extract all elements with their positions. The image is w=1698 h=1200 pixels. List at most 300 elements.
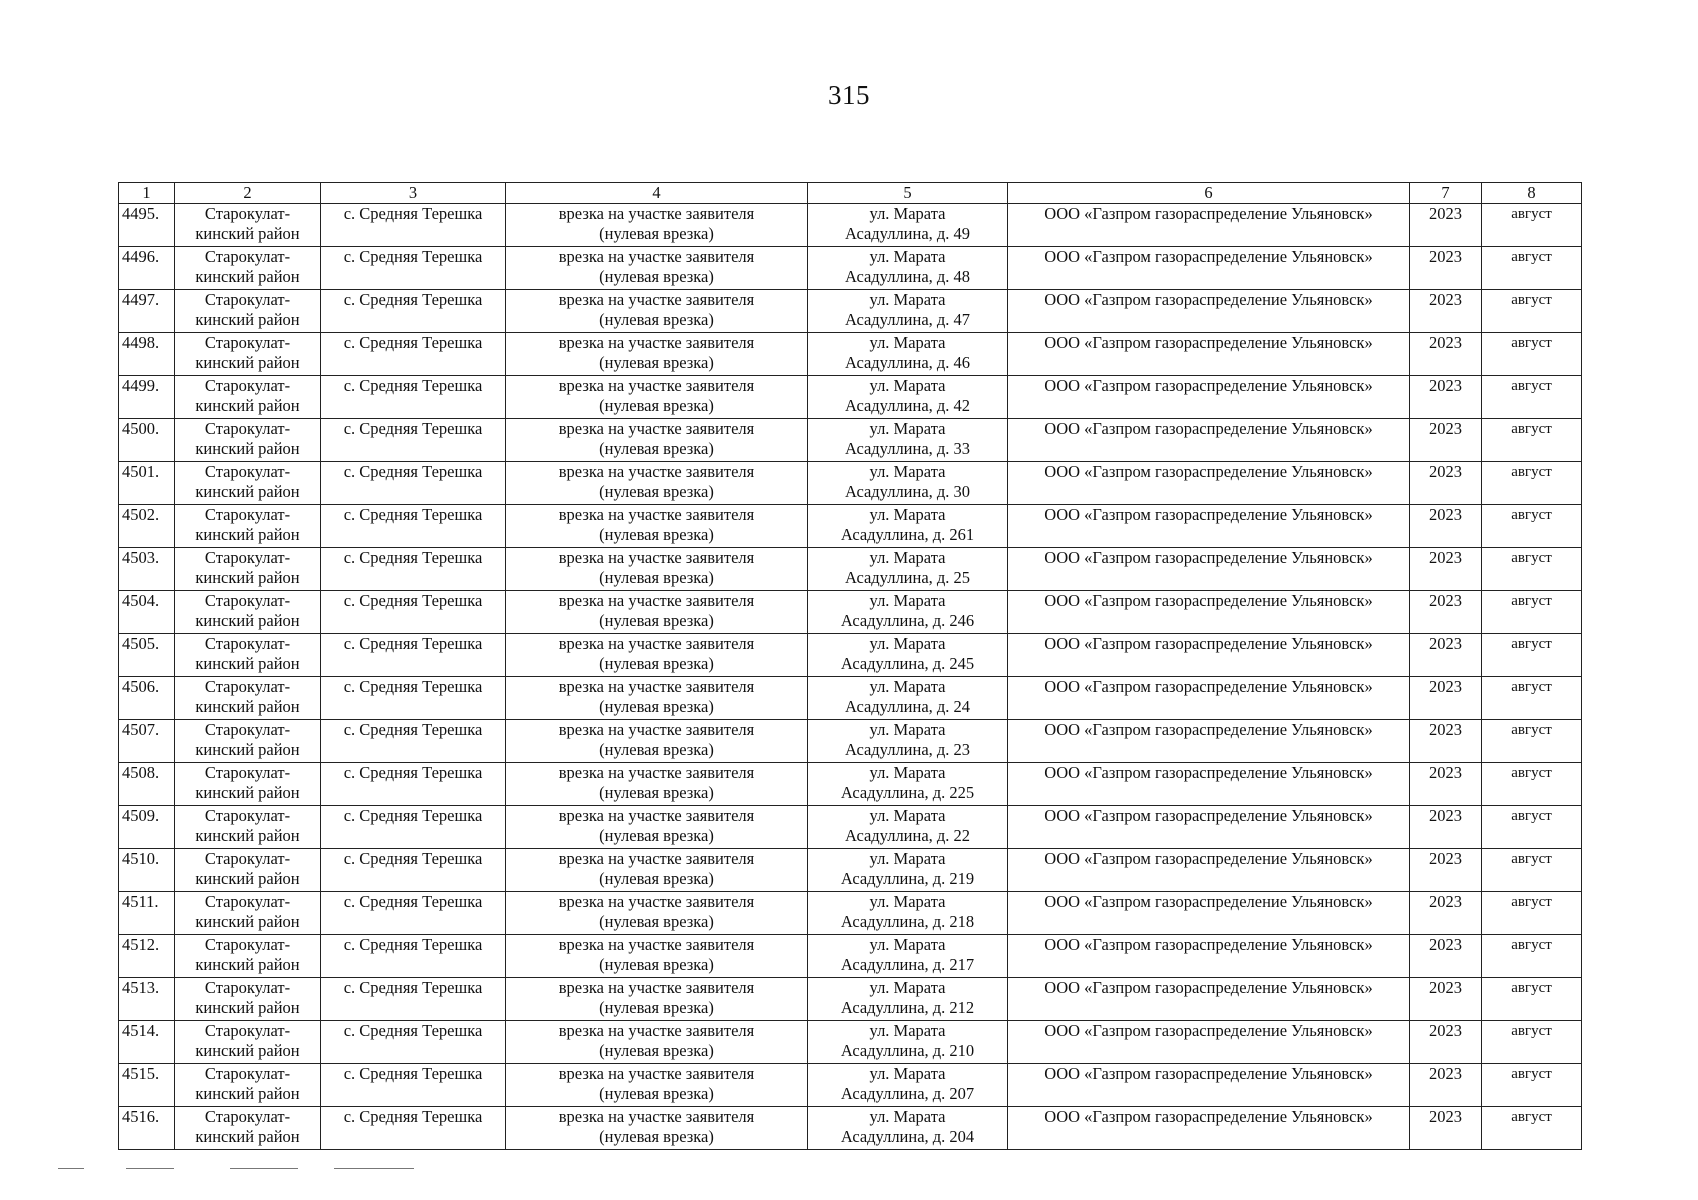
- year-cell: 2023: [1410, 634, 1482, 677]
- row-number: 4514.: [119, 1021, 175, 1064]
- district-cell: [175, 763, 321, 806]
- district-cell-line: кинский район: [195, 310, 300, 329]
- work-type-cell-line: (нулевая врезка): [599, 955, 714, 974]
- district-cell-line: Старокулат-: [204, 333, 291, 352]
- locality-cell: с. Средняя Терешка: [321, 505, 506, 548]
- row-number: 4496.: [119, 247, 175, 290]
- row-number: 4515.: [119, 1064, 175, 1107]
- table-row: [119, 763, 1582, 806]
- district-cell-line: кинский район: [195, 482, 300, 501]
- district-cell: [175, 892, 321, 935]
- organization-cell: ООО «Газпром газораспределение Ульяновск»: [1008, 505, 1410, 548]
- row-number: 4499.: [119, 376, 175, 419]
- district-cell: [175, 333, 321, 376]
- district-cell-line: кинский район: [195, 783, 300, 802]
- table-row: [119, 376, 1582, 419]
- address-cell-line: ул. Марата: [869, 677, 946, 696]
- work-type-cell-line: (нулевая врезка): [599, 611, 714, 630]
- work-type-cell-line: врезка на участке заявителя: [558, 204, 755, 223]
- district-cell-line: Старокулат-: [204, 978, 291, 997]
- month-cell: август: [1482, 763, 1582, 806]
- row-number: 4506.: [119, 677, 175, 720]
- month-cell: август: [1482, 204, 1582, 247]
- work-type-cell: [506, 720, 808, 763]
- row-number: 4501.: [119, 462, 175, 505]
- work-type-cell-line: (нулевая врезка): [599, 267, 714, 286]
- month-cell: август: [1482, 849, 1582, 892]
- work-type-cell-line: врезка на участке заявителя: [558, 548, 755, 567]
- district-cell-line: Старокулат-: [204, 849, 291, 868]
- document-table-container: [118, 182, 1581, 1150]
- work-type-cell-line: (нулевая врезка): [599, 396, 714, 415]
- month-cell: август: [1482, 591, 1582, 634]
- year-cell: 2023: [1410, 806, 1482, 849]
- work-type-cell-line: (нулевая врезка): [599, 783, 714, 802]
- district-cell-line: Старокулат-: [204, 505, 291, 524]
- district-cell: [175, 1107, 321, 1150]
- table-header: [119, 183, 1582, 204]
- address-cell: [808, 591, 1008, 634]
- address-cell-line: Асадуллина, д. 47: [844, 310, 971, 329]
- month-cell: август: [1482, 419, 1582, 462]
- work-type-cell-line: врезка на участке заявителя: [558, 1107, 755, 1126]
- row-number: 4500.: [119, 419, 175, 462]
- address-cell-line: ул. Марата: [869, 462, 946, 481]
- district-cell-line: кинский район: [195, 611, 300, 630]
- header-col-6: 6: [1008, 183, 1410, 204]
- district-cell: [175, 634, 321, 677]
- district-cell-line: кинский район: [195, 869, 300, 888]
- address-cell-line: Асадуллина, д. 46: [844, 353, 971, 372]
- address-cell: [808, 462, 1008, 505]
- district-cell-line: кинский район: [195, 955, 300, 974]
- table-row: [119, 1107, 1582, 1150]
- work-type-cell-line: (нулевая врезка): [599, 1084, 714, 1103]
- work-type-cell-line: врезка на участке заявителя: [558, 290, 755, 309]
- organization-cell: ООО «Газпром газораспределение Ульяновск»: [1008, 376, 1410, 419]
- district-cell: [175, 247, 321, 290]
- work-type-cell-line: (нулевая врезка): [599, 1041, 714, 1060]
- work-type-cell: [506, 333, 808, 376]
- address-cell-line: ул. Марата: [869, 978, 946, 997]
- organization-cell: ООО «Газпром газораспределение Ульяновск»: [1008, 892, 1410, 935]
- organization-cell: ООО «Газпром газораспределение Ульяновск»: [1008, 677, 1410, 720]
- header-col-2: 2: [175, 183, 321, 204]
- month-cell: август: [1482, 290, 1582, 333]
- year-cell: 2023: [1410, 204, 1482, 247]
- address-cell-line: Асадуллина, д. 30: [844, 482, 971, 501]
- organization-cell: ООО «Газпром газораспределение Ульяновск»: [1008, 720, 1410, 763]
- organization-cell: ООО «Газпром газораспределение Ульяновск»: [1008, 419, 1410, 462]
- year-cell: 2023: [1410, 1107, 1482, 1150]
- district-cell-line: кинский район: [195, 568, 300, 587]
- row-number: 4511.: [119, 892, 175, 935]
- organization-cell: ООО «Газпром газораспределение Ульяновск»: [1008, 591, 1410, 634]
- address-cell-line: Асадуллина, д. 22: [844, 826, 971, 845]
- work-type-cell: [506, 1021, 808, 1064]
- address-cell-line: ул. Марата: [869, 548, 946, 567]
- work-type-cell-line: врезка на участке заявителя: [558, 419, 755, 438]
- district-cell-line: кинский район: [195, 396, 300, 415]
- table-row: [119, 935, 1582, 978]
- table-row: [119, 978, 1582, 1021]
- table-body: [119, 204, 1582, 1150]
- work-type-cell-line: врезка на участке заявителя: [558, 591, 755, 610]
- work-type-cell: [506, 247, 808, 290]
- header-col-3: 3: [321, 183, 506, 204]
- work-type-cell-line: (нулевая врезка): [599, 654, 714, 673]
- month-cell: август: [1482, 720, 1582, 763]
- work-type-cell-line: врезка на участке заявителя: [558, 1021, 755, 1040]
- work-type-cell-line: (нулевая врезка): [599, 568, 714, 587]
- locality-cell: с. Средняя Терешка: [321, 1107, 506, 1150]
- address-cell-line: Асадуллина, д. 261: [840, 525, 975, 544]
- header-col-1: 1: [119, 183, 175, 204]
- district-cell-line: кинский район: [195, 654, 300, 673]
- table-row: [119, 548, 1582, 591]
- address-cell-line: ул. Марата: [869, 247, 946, 266]
- month-cell: август: [1482, 806, 1582, 849]
- district-cell: [175, 548, 321, 591]
- table-row: [119, 333, 1582, 376]
- table-row: [119, 290, 1582, 333]
- organization-cell: ООО «Газпром газораспределение Ульяновск»: [1008, 1107, 1410, 1150]
- district-cell-line: Старокулат-: [204, 204, 291, 223]
- row-number: 4504.: [119, 591, 175, 634]
- year-cell: 2023: [1410, 978, 1482, 1021]
- address-cell: [808, 806, 1008, 849]
- organization-cell: ООО «Газпром газораспределение Ульяновск»: [1008, 849, 1410, 892]
- row-number: 4512.: [119, 935, 175, 978]
- work-type-cell: [506, 763, 808, 806]
- work-type-cell-line: врезка на участке заявителя: [558, 978, 755, 997]
- district-cell-line: Старокулат-: [204, 591, 291, 610]
- district-cell-line: Старокулат-: [204, 376, 291, 395]
- month-cell: август: [1482, 1107, 1582, 1150]
- table-row: [119, 1064, 1582, 1107]
- table-row: [119, 247, 1582, 290]
- table-row: [119, 677, 1582, 720]
- work-type-cell-line: врезка на участке заявителя: [558, 376, 755, 395]
- district-cell: [175, 978, 321, 1021]
- row-number: 4497.: [119, 290, 175, 333]
- address-cell-line: ул. Марата: [869, 1107, 946, 1126]
- work-type-cell-line: (нулевая врезка): [599, 697, 714, 716]
- footer-rule-4: [334, 1168, 414, 1169]
- district-cell-line: кинский район: [195, 1041, 300, 1060]
- work-type-cell: [506, 1107, 808, 1150]
- address-cell-line: ул. Марата: [869, 892, 946, 911]
- organization-cell: ООО «Газпром газораспределение Ульяновск»: [1008, 1064, 1410, 1107]
- locality-cell: с. Средняя Терешка: [321, 290, 506, 333]
- address-cell-line: Асадуллина, д. 24: [844, 697, 971, 716]
- work-type-cell: [506, 1064, 808, 1107]
- district-cell-line: Старокулат-: [204, 462, 291, 481]
- work-type-cell: [506, 376, 808, 419]
- district-cell: [175, 677, 321, 720]
- locality-cell: с. Средняя Терешка: [321, 720, 506, 763]
- work-type-cell-line: врезка на участке заявителя: [558, 634, 755, 653]
- year-cell: 2023: [1410, 935, 1482, 978]
- work-type-cell-line: (нулевая врезка): [599, 353, 714, 372]
- organization-cell: ООО «Газпром газораспределение Ульяновск»: [1008, 634, 1410, 677]
- row-number: 4495.: [119, 204, 175, 247]
- locality-cell: с. Средняя Терешка: [321, 806, 506, 849]
- organization-cell: ООО «Газпром газораспределение Ульяновск»: [1008, 763, 1410, 806]
- address-cell-line: ул. Марата: [869, 333, 946, 352]
- work-type-cell-line: (нулевая врезка): [599, 1127, 714, 1146]
- month-cell: август: [1482, 376, 1582, 419]
- address-cell: [808, 290, 1008, 333]
- address-cell: [808, 204, 1008, 247]
- district-cell-line: Старокулат-: [204, 806, 291, 825]
- locality-cell: с. Средняя Терешка: [321, 978, 506, 1021]
- address-cell-line: ул. Марата: [869, 376, 946, 395]
- address-cell-line: ул. Марата: [869, 591, 946, 610]
- organization-cell: ООО «Газпром газораспределение Ульяновск»: [1008, 290, 1410, 333]
- district-cell: [175, 1064, 321, 1107]
- year-cell: 2023: [1410, 247, 1482, 290]
- work-type-cell: [506, 806, 808, 849]
- row-number: 4503.: [119, 548, 175, 591]
- address-cell-line: Асадуллина, д. 217: [840, 955, 975, 974]
- district-cell-line: Старокулат-: [204, 720, 291, 739]
- district-cell: [175, 935, 321, 978]
- work-type-cell: [506, 204, 808, 247]
- district-cell: [175, 376, 321, 419]
- work-type-cell-line: (нулевая врезка): [599, 869, 714, 888]
- row-number: 4508.: [119, 763, 175, 806]
- district-cell-line: кинский район: [195, 525, 300, 544]
- address-cell-line: ул. Марата: [869, 763, 946, 782]
- district-cell-line: Старокулат-: [204, 677, 291, 696]
- row-number: 4498.: [119, 333, 175, 376]
- district-cell: [175, 591, 321, 634]
- work-type-cell-line: врезка на участке заявителя: [558, 849, 755, 868]
- district-cell: [175, 849, 321, 892]
- work-type-cell-line: врезка на участке заявителя: [558, 677, 755, 696]
- address-cell-line: Асадуллина, д. 210: [840, 1041, 975, 1060]
- row-number: 4502.: [119, 505, 175, 548]
- organization-cell: ООО «Газпром газораспределение Ульяновск»: [1008, 1021, 1410, 1064]
- month-cell: август: [1482, 935, 1582, 978]
- address-cell-line: Асадуллина, д. 42: [844, 396, 971, 415]
- district-cell-line: Старокулат-: [204, 763, 291, 782]
- work-type-cell-line: (нулевая врезка): [599, 740, 714, 759]
- locality-cell: с. Средняя Терешка: [321, 935, 506, 978]
- locality-cell: с. Средняя Терешка: [321, 1064, 506, 1107]
- district-cell-line: Старокулат-: [204, 290, 291, 309]
- district-cell-line: кинский район: [195, 912, 300, 931]
- document-table: [118, 182, 1582, 1150]
- address-cell: [808, 634, 1008, 677]
- year-cell: 2023: [1410, 1021, 1482, 1064]
- district-cell-line: Старокулат-: [204, 1021, 291, 1040]
- district-cell-line: кинский район: [195, 1084, 300, 1103]
- address-cell-line: ул. Марата: [869, 849, 946, 868]
- district-cell-line: кинский район: [195, 740, 300, 759]
- month-cell: август: [1482, 505, 1582, 548]
- month-cell: август: [1482, 247, 1582, 290]
- work-type-cell: [506, 290, 808, 333]
- footer-rule-2: [126, 1168, 174, 1169]
- work-type-cell: [506, 591, 808, 634]
- locality-cell: с. Средняя Терешка: [321, 204, 506, 247]
- row-number: 4516.: [119, 1107, 175, 1150]
- table-row: [119, 720, 1582, 763]
- district-cell-line: Старокулат-: [204, 892, 291, 911]
- month-cell: август: [1482, 978, 1582, 1021]
- district-cell-line: кинский район: [195, 826, 300, 845]
- row-number: 4513.: [119, 978, 175, 1021]
- year-cell: 2023: [1410, 591, 1482, 634]
- district-cell: [175, 290, 321, 333]
- address-cell-line: Асадуллина, д. 246: [840, 611, 975, 630]
- work-type-cell-line: врезка на участке заявителя: [558, 1064, 755, 1083]
- address-cell-line: ул. Марата: [869, 1064, 946, 1083]
- district-cell: [175, 806, 321, 849]
- address-cell-line: ул. Марата: [869, 806, 946, 825]
- address-cell-line: Асадуллина, д. 48: [844, 267, 971, 286]
- work-type-cell: [506, 677, 808, 720]
- table-row: [119, 591, 1582, 634]
- footer-rule-3: [230, 1168, 298, 1169]
- address-cell-line: Асадуллина, д. 218: [840, 912, 975, 931]
- district-cell: [175, 419, 321, 462]
- address-cell: [808, 677, 1008, 720]
- address-cell: [808, 849, 1008, 892]
- district-cell-line: Старокулат-: [204, 419, 291, 438]
- work-type-cell-line: врезка на участке заявителя: [558, 892, 755, 911]
- table-row: [119, 462, 1582, 505]
- year-cell: 2023: [1410, 462, 1482, 505]
- address-cell: [808, 1021, 1008, 1064]
- header-col-7: 7: [1410, 183, 1482, 204]
- district-cell-line: Старокулат-: [204, 247, 291, 266]
- work-type-cell-line: (нулевая врезка): [599, 998, 714, 1017]
- address-cell-line: ул. Марата: [869, 419, 946, 438]
- address-cell: [808, 720, 1008, 763]
- organization-cell: ООО «Газпром газораспределение Ульяновск»: [1008, 978, 1410, 1021]
- locality-cell: с. Средняя Терешка: [321, 419, 506, 462]
- address-cell-line: Асадуллина, д. 204: [840, 1127, 975, 1146]
- district-cell: [175, 505, 321, 548]
- locality-cell: с. Средняя Терешка: [321, 634, 506, 677]
- work-type-cell-line: (нулевая врезка): [599, 224, 714, 243]
- organization-cell: ООО «Газпром газораспределение Ульяновск»: [1008, 333, 1410, 376]
- row-number: 4507.: [119, 720, 175, 763]
- district-cell-line: Старокулат-: [204, 1064, 291, 1083]
- page-number: 315: [828, 80, 870, 110]
- locality-cell: с. Средняя Терешка: [321, 376, 506, 419]
- district-cell: [175, 1021, 321, 1064]
- month-cell: август: [1482, 677, 1582, 720]
- organization-cell: ООО «Газпром газораспределение Ульяновск»: [1008, 247, 1410, 290]
- district-cell-line: Старокулат-: [204, 935, 291, 954]
- address-cell: [808, 548, 1008, 591]
- address-cell: [808, 333, 1008, 376]
- organization-cell: ООО «Газпром газораспределение Ульяновск»: [1008, 806, 1410, 849]
- year-cell: 2023: [1410, 419, 1482, 462]
- district-cell-line: кинский район: [195, 1127, 300, 1146]
- month-cell: август: [1482, 548, 1582, 591]
- month-cell: август: [1482, 892, 1582, 935]
- address-cell-line: Асадуллина, д. 23: [844, 740, 971, 759]
- locality-cell: с. Средняя Терешка: [321, 892, 506, 935]
- table-row: [119, 634, 1582, 677]
- address-cell-line: ул. Марата: [869, 720, 946, 739]
- work-type-cell: [506, 892, 808, 935]
- row-number: 4510.: [119, 849, 175, 892]
- locality-cell: с. Средняя Терешка: [321, 462, 506, 505]
- district-cell: [175, 720, 321, 763]
- work-type-cell-line: (нулевая врезка): [599, 912, 714, 931]
- locality-cell: с. Средняя Терешка: [321, 677, 506, 720]
- address-cell: [808, 505, 1008, 548]
- address-cell-line: ул. Марата: [869, 204, 946, 223]
- header-row: [119, 183, 1582, 204]
- district-cell-line: кинский район: [195, 998, 300, 1017]
- locality-cell: с. Средняя Терешка: [321, 591, 506, 634]
- work-type-cell: [506, 462, 808, 505]
- table-row: [119, 892, 1582, 935]
- locality-cell: с. Средняя Терешка: [321, 333, 506, 376]
- year-cell: 2023: [1410, 505, 1482, 548]
- locality-cell: с. Средняя Терешка: [321, 763, 506, 806]
- work-type-cell-line: врезка на участке заявителя: [558, 763, 755, 782]
- row-number: 4505.: [119, 634, 175, 677]
- address-cell: [808, 247, 1008, 290]
- month-cell: август: [1482, 634, 1582, 677]
- work-type-cell-line: врезка на участке заявителя: [558, 505, 755, 524]
- organization-cell: ООО «Газпром газораспределение Ульяновск»: [1008, 204, 1410, 247]
- year-cell: 2023: [1410, 548, 1482, 591]
- header-col-5: 5: [808, 183, 1008, 204]
- district-cell-line: кинский район: [195, 224, 300, 243]
- address-cell: [808, 978, 1008, 1021]
- address-cell-line: Асадуллина, д. 25: [844, 568, 971, 587]
- address-cell-line: ул. Марата: [869, 634, 946, 653]
- month-cell: август: [1482, 1064, 1582, 1107]
- district-cell-line: кинский район: [195, 267, 300, 286]
- work-type-cell-line: врезка на участке заявителя: [558, 720, 755, 739]
- address-cell: [808, 419, 1008, 462]
- district-cell-line: Старокулат-: [204, 634, 291, 653]
- year-cell: 2023: [1410, 892, 1482, 935]
- work-type-cell: [506, 849, 808, 892]
- district-cell-line: кинский район: [195, 439, 300, 458]
- header-col-4: 4: [506, 183, 808, 204]
- address-cell: [808, 935, 1008, 978]
- district-cell: [175, 204, 321, 247]
- year-cell: 2023: [1410, 763, 1482, 806]
- locality-cell: с. Средняя Терешка: [321, 247, 506, 290]
- address-cell-line: Асадуллина, д. 225: [840, 783, 975, 802]
- address-cell: [808, 763, 1008, 806]
- work-type-cell-line: (нулевая врезка): [599, 439, 714, 458]
- year-cell: 2023: [1410, 376, 1482, 419]
- locality-cell: с. Средняя Терешка: [321, 1021, 506, 1064]
- address-cell: [808, 376, 1008, 419]
- row-number: 4509.: [119, 806, 175, 849]
- work-type-cell-line: (нулевая врезка): [599, 482, 714, 501]
- month-cell: август: [1482, 462, 1582, 505]
- year-cell: 2023: [1410, 290, 1482, 333]
- work-type-cell: [506, 505, 808, 548]
- district-cell: [175, 462, 321, 505]
- organization-cell: ООО «Газпром газораспределение Ульяновск»: [1008, 935, 1410, 978]
- month-cell: август: [1482, 333, 1582, 376]
